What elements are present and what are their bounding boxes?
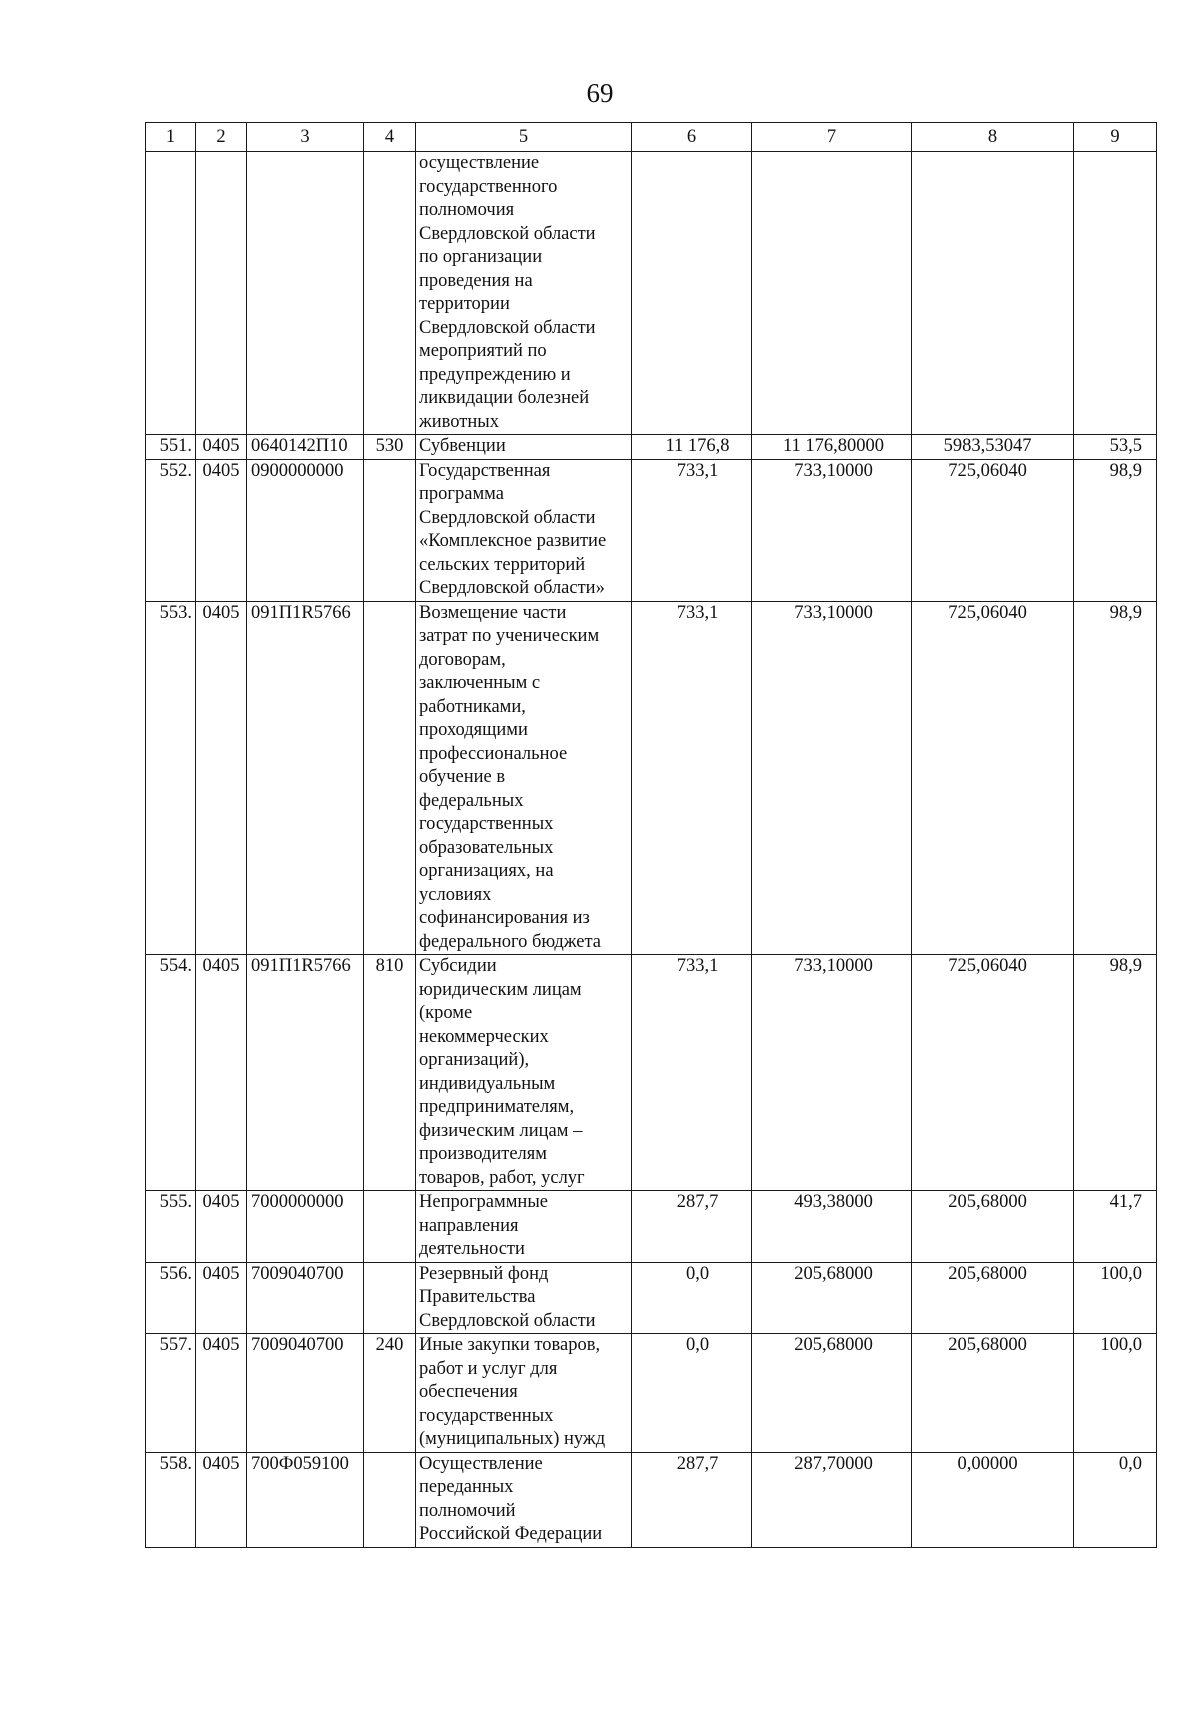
- item-name-line: обеспечения: [419, 1382, 518, 1402]
- target-code: 7000000000: [247, 1191, 364, 1263]
- item-name-line: профессиональное: [419, 743, 568, 764]
- column-header: 2: [196, 123, 247, 152]
- target-code: 091П1R5766: [247, 601, 364, 955]
- expense-type-code: 240: [364, 1334, 416, 1453]
- item-name-line: образовательных: [419, 837, 554, 858]
- target-code: 0640142П10: [247, 435, 364, 460]
- item-name-line: Свердловской области: [419, 507, 596, 528]
- table-row: [146, 955, 1157, 1191]
- item-name-line: Свердловской области: [419, 317, 596, 338]
- item-name-line: Возмещение части: [419, 602, 567, 623]
- percent-col-9: 53,5: [1074, 435, 1157, 460]
- target-code: 091П1R5766: [247, 955, 364, 1191]
- item-name-line: мероприятий по: [419, 341, 547, 361]
- item-name-line: индивидуальным: [419, 1073, 556, 1094]
- amount-col-6: 11 176,8: [632, 435, 752, 460]
- amount-col-6: 733,1: [632, 955, 752, 1191]
- item-name-line: условиях: [419, 884, 492, 905]
- header-row: [146, 123, 1157, 152]
- item-name: [416, 1262, 632, 1334]
- item-name-line: заключенным с: [419, 673, 541, 693]
- section-code: 0405: [196, 459, 247, 601]
- table-row: [146, 1452, 1157, 1547]
- amount-col-7: 11 176,80000: [752, 435, 912, 460]
- item-name-line: переданных: [419, 1477, 514, 1497]
- item-name-line: Резервный фонд: [419, 1263, 549, 1284]
- column-header: 1: [146, 123, 196, 152]
- item-name-line: Субвенции: [419, 436, 506, 456]
- item-name-line: предпринимателям,: [419, 1097, 575, 1117]
- row-number: 554.: [146, 955, 196, 1191]
- item-name-line: государственного: [419, 176, 558, 197]
- section-code: 0405: [196, 601, 247, 955]
- amount-col-8: 725,06040: [912, 955, 1074, 1191]
- item-name-line: Непрограммные: [419, 1192, 548, 1212]
- target-code: 7009040700: [247, 1334, 364, 1453]
- percent-col-9: 100,0: [1074, 1334, 1157, 1453]
- empty-cell: [1074, 152, 1157, 435]
- item-name-line: юридическим лицам: [419, 979, 582, 1000]
- empty-cell: [364, 152, 416, 435]
- item-name-line: некоммерческих: [419, 1026, 549, 1047]
- section-code: 0405: [196, 435, 247, 460]
- amount-col-8: 5983,53047: [912, 435, 1074, 460]
- item-name-line: Государственная: [419, 460, 551, 481]
- target-code: 700Ф059100: [247, 1452, 364, 1547]
- item-name-line: сельских территорий: [419, 554, 586, 575]
- section-code: 0405: [196, 1191, 247, 1263]
- table-row: [146, 1262, 1157, 1334]
- item-name: [416, 601, 632, 955]
- item-name-line: Свердловской области»: [419, 578, 605, 598]
- section-code: 0405: [196, 1452, 247, 1547]
- table-row: [146, 1191, 1157, 1263]
- column-header: 4: [364, 123, 416, 152]
- item-name-line: государственных: [419, 1405, 554, 1426]
- percent-col-9: 98,9: [1074, 459, 1157, 601]
- table-row: [146, 459, 1157, 601]
- page-number: 69: [586, 78, 614, 108]
- amount-col-6: 733,1: [632, 459, 752, 601]
- amount-col-7: 205,68000: [752, 1262, 912, 1334]
- item-name-line: работниками,: [419, 696, 526, 717]
- item-name-line: Свердловской области: [419, 1310, 596, 1331]
- column-header: 6: [632, 123, 752, 152]
- item-name-line: Субсидии: [419, 956, 497, 976]
- expense-type-code: [364, 1452, 416, 1547]
- amount-col-6: 0,0: [632, 1262, 752, 1334]
- item-name-line: товаров, работ, услуг: [419, 1167, 585, 1188]
- table-row: [146, 435, 1157, 460]
- amount-col-8: 205,68000: [912, 1191, 1074, 1263]
- item-name-line: Свердловской области: [419, 223, 596, 244]
- amount-col-7: 205,68000: [752, 1334, 912, 1453]
- amount-col-8: 205,68000: [912, 1334, 1074, 1453]
- item-name-line: осуществление: [419, 153, 540, 173]
- item-name-line: животных: [419, 411, 499, 432]
- percent-col-9: 98,9: [1074, 601, 1157, 955]
- row-number: 551.: [146, 435, 196, 460]
- item-name-line: физическим лицам –: [419, 1120, 583, 1141]
- empty-cell: [146, 152, 196, 435]
- item-name-line: производителям: [419, 1144, 547, 1164]
- budget-table: [145, 122, 1157, 1548]
- item-name-line: Российской Федерации: [419, 1524, 603, 1544]
- amount-col-8: 725,06040: [912, 459, 1074, 601]
- amount-col-8: 0,00000: [912, 1452, 1074, 1547]
- amount-col-8: 725,06040: [912, 601, 1074, 955]
- item-name-line: федеральных: [419, 790, 524, 811]
- item-name: [416, 435, 632, 460]
- item-name-line: проходящими: [419, 720, 528, 740]
- item-name-line: государственных: [419, 814, 554, 834]
- target-code: 0900000000: [247, 459, 364, 601]
- expense-type-code: [364, 1262, 416, 1334]
- item-name-line: Иные закупки товаров,: [419, 1335, 601, 1355]
- percent-col-9: 98,9: [1074, 955, 1157, 1191]
- expense-type-code: [364, 1191, 416, 1263]
- item-name-line: софинансирования из: [419, 908, 590, 928]
- row-number: 556.: [146, 1262, 196, 1334]
- item-name: [416, 152, 632, 435]
- item-name-line: программа: [419, 484, 504, 504]
- empty-cell: [247, 152, 364, 435]
- item-name-line: затрат по ученическим: [419, 626, 600, 646]
- amount-col-6: 733,1: [632, 601, 752, 955]
- column-header: 3: [247, 123, 364, 152]
- column-header: 7: [752, 123, 912, 152]
- item-name: [416, 459, 632, 601]
- amount-col-7: 733,10000: [752, 955, 912, 1191]
- item-name-line: работ и услуг для: [419, 1358, 558, 1379]
- item-name-line: договорам,: [419, 649, 506, 670]
- item-name: [416, 955, 632, 1191]
- expense-type-code: 810: [364, 955, 416, 1191]
- amount-col-6: 287,7: [632, 1191, 752, 1263]
- item-name: [416, 1334, 632, 1453]
- column-header: 9: [1074, 123, 1157, 152]
- item-name-line: (муниципальных) нужд: [419, 1429, 606, 1449]
- expense-type-code: [364, 601, 416, 955]
- item-name-line: полномочия: [419, 200, 515, 220]
- item-name-line: направления: [419, 1215, 519, 1236]
- empty-cell: [752, 152, 912, 435]
- empty-cell: [196, 152, 247, 435]
- item-name-line: проведения на: [419, 270, 533, 291]
- amount-col-6: 287,7: [632, 1452, 752, 1547]
- target-code: 7009040700: [247, 1262, 364, 1334]
- item-name-line: Осуществление: [419, 1453, 543, 1474]
- amount-col-6: 0,0: [632, 1334, 752, 1453]
- percent-col-9: 0,0: [1074, 1452, 1157, 1547]
- empty-cell: [632, 152, 752, 435]
- row-number: 558.: [146, 1452, 196, 1547]
- continuation-row: [146, 152, 1157, 435]
- row-number: 552.: [146, 459, 196, 601]
- item-name-line: федерального бюджета: [419, 931, 602, 952]
- percent-col-9: 41,7: [1074, 1191, 1157, 1263]
- column-header: 5: [416, 123, 632, 152]
- section-code: 0405: [196, 1262, 247, 1334]
- item-name-line: обучение в: [419, 767, 506, 787]
- item-name-line: Правительства: [419, 1287, 536, 1307]
- row-number: 555.: [146, 1191, 196, 1263]
- expense-type-code: [364, 459, 416, 601]
- table-row: [146, 601, 1157, 955]
- item-name-line: по организации: [419, 247, 543, 267]
- item-name-line: организаций),: [419, 1050, 530, 1070]
- column-header: 8: [912, 123, 1074, 152]
- row-number: 557.: [146, 1334, 196, 1453]
- row-number: 553.: [146, 601, 196, 955]
- item-name-line: территории: [419, 294, 510, 314]
- amount-col-8: 205,68000: [912, 1262, 1074, 1334]
- item-name-line: полномочий: [419, 1500, 516, 1521]
- item-name-line: (кроме: [419, 1003, 473, 1023]
- item-name-line: «Комплексное развитие: [419, 531, 607, 551]
- percent-col-9: 100,0: [1074, 1262, 1157, 1334]
- item-name-line: ликвидации болезней: [419, 388, 590, 408]
- amount-col-7: 287,70000: [752, 1452, 912, 1547]
- section-code: 0405: [196, 955, 247, 1191]
- expense-type-code: 530: [364, 435, 416, 460]
- item-name: [416, 1452, 632, 1547]
- item-name-line: организациях, на: [419, 861, 554, 881]
- item-name: [416, 1191, 632, 1263]
- item-name-line: предупреждению и: [419, 364, 571, 385]
- amount-col-7: 493,38000: [752, 1191, 912, 1263]
- amount-col-7: 733,10000: [752, 459, 912, 601]
- section-code: 0405: [196, 1334, 247, 1453]
- amount-col-7: 733,10000: [752, 601, 912, 955]
- item-name-line: деятельности: [419, 1239, 525, 1259]
- table-row: [146, 1334, 1157, 1453]
- empty-cell: [912, 152, 1074, 435]
